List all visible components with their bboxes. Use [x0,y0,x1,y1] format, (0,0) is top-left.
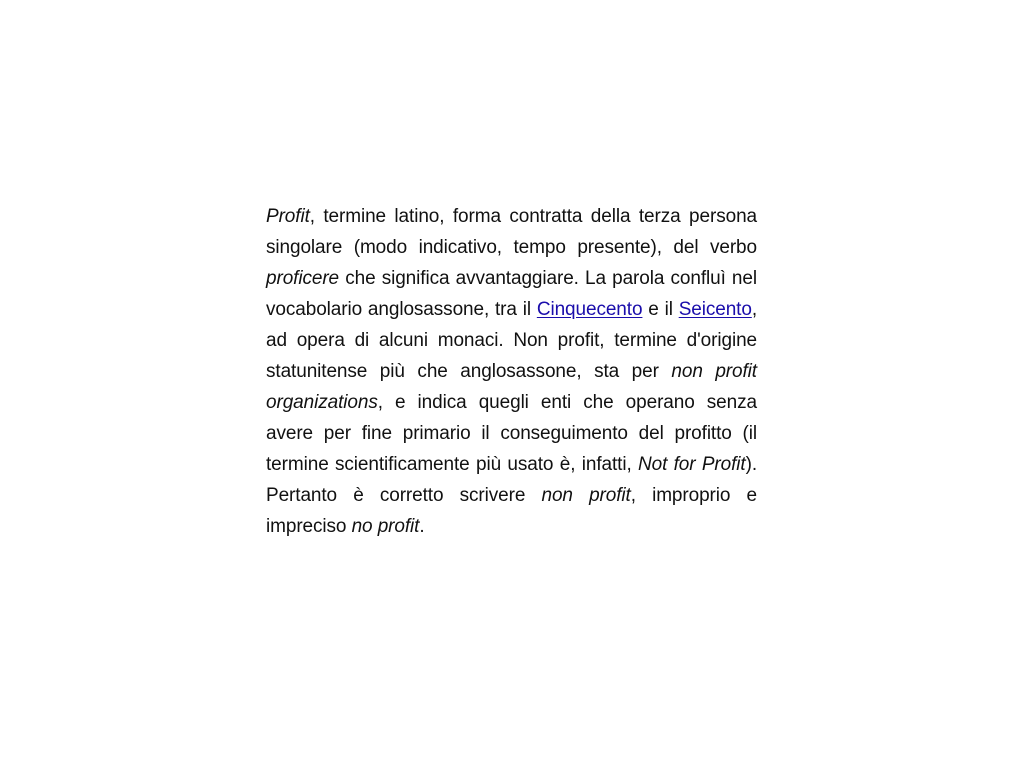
italic-term-profit: Profit [266,206,310,227]
italic-term-not-for-profit: Not for Profit [637,454,746,475]
text-segment: , ad opera di alcuni monaci. Non profit, termine d'origine statunitense più che anglosassone, sta per [266,299,758,382]
text-segment: che significa avvantaggiare. La parola confluì nel vocabolario anglosassone, tra il [266,268,757,320]
italic-term-non-profit: non profit [541,485,631,506]
text-segment: e il [642,299,679,320]
italic-term-no-profit: no profit [351,516,420,537]
text-segment: . [419,516,425,537]
text-segment: , improprio e impreciso [266,485,757,537]
body-paragraph [266,201,757,542]
text-segment: ). Pertanto è corretto scrivere [266,454,757,506]
italic-term-proficere: proficere [266,268,340,289]
cinquecento-link[interactable]: Cinquecento [536,299,643,320]
italic-term-non-profit-organizations: non profit organizations [266,361,757,413]
seicento-link[interactable]: Seicento [678,299,752,320]
text-segment: , e indica quegli enti che operano senza avere per fine primario il conseguimento del profitto (il termine scientificamente più usato è, infatti, [266,392,757,475]
text-segment: , termine latino, forma contratta della terza persona singolare (modo indicativo, tempo presente), del verbo [266,206,757,258]
